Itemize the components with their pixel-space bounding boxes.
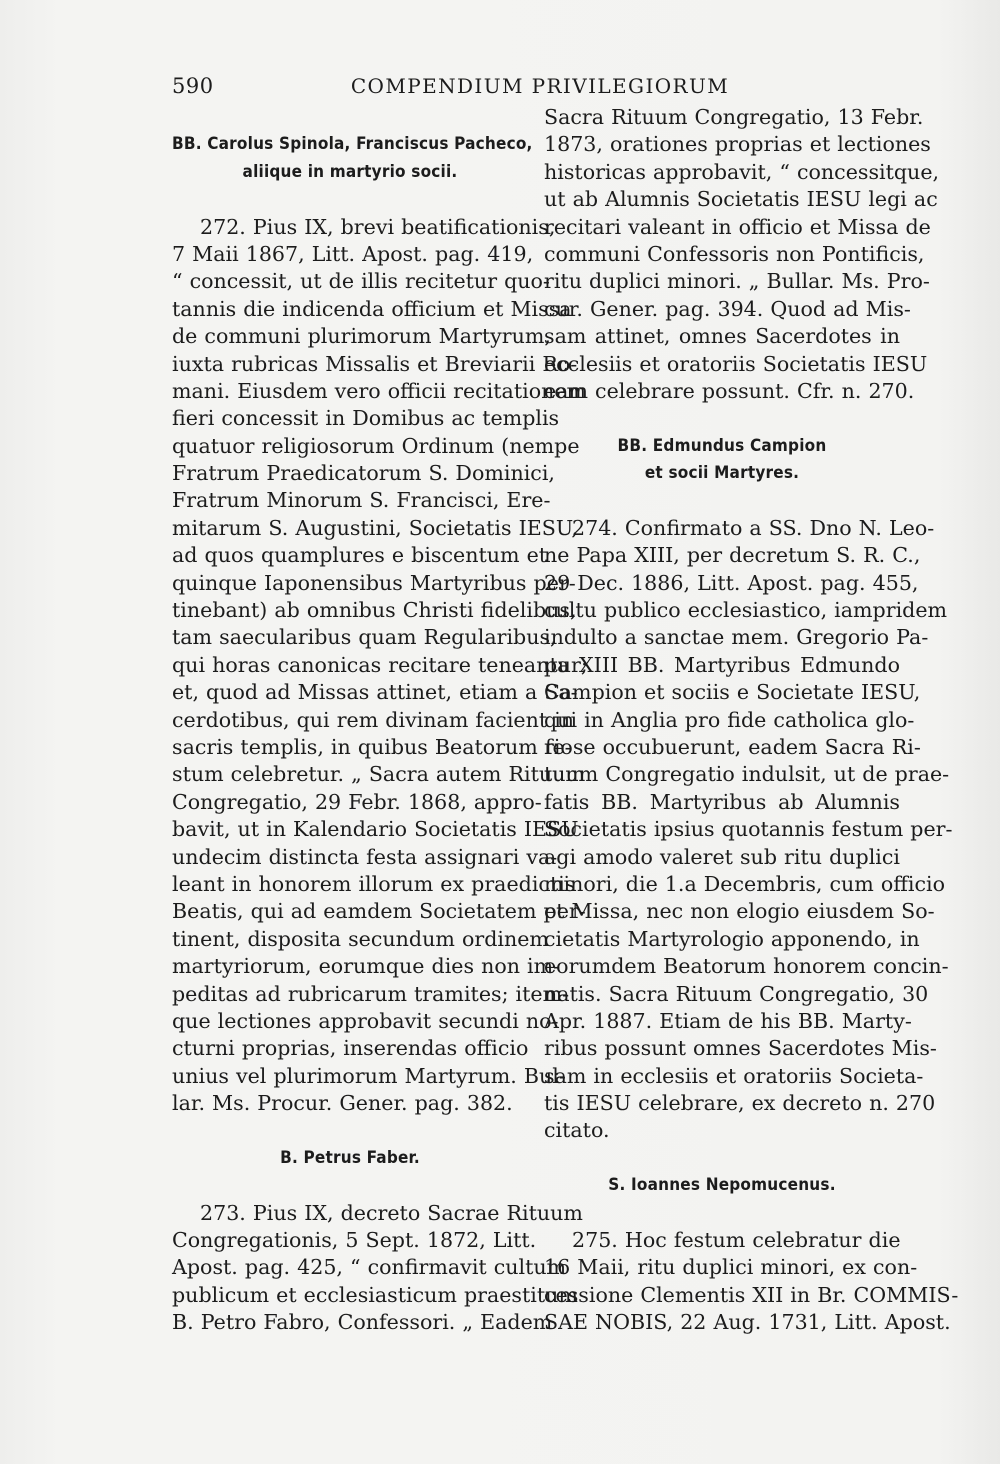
page-header — [172, 74, 908, 104]
text-line: ne Papa XIII, per decretum S. R. C., — [544, 543, 921, 568]
running-title: COMPENDIUM PRIVILEGIORUM — [350, 74, 730, 98]
text-line: 275. Hoc festum celebratur die — [572, 1228, 901, 1253]
text-line: ribus possunt omnes Sacerdotes Mis- — [544, 1036, 937, 1061]
text-line: stum celebretur. „ Sacra autem Rituum — [172, 762, 585, 787]
text-line: ecclesiis et oratoriis Societatis IESU — [544, 351, 928, 376]
text-line: indulto a sanctae mem. Gregorio Pa- — [544, 625, 929, 650]
text-line: Apr. 1887. Etiam de his BB. Marty- — [544, 1008, 912, 1033]
section-heading: BB. Edmundus Campion — [617, 435, 827, 456]
text-line: SAE NOBIS, 22 Aug. 1731, Litt. Apost. — [544, 1310, 951, 1335]
text-line: Congregationis, 5 Sept. 1872, Litt. — [172, 1228, 537, 1253]
section-heading: aliique in martyrio socii. — [242, 161, 458, 182]
text-line: 7 Maii 1867, Litt. Apost. pag. 419, — [172, 241, 534, 266]
text-line: natis. Sacra Rituum Congregatio, 30 — [544, 981, 929, 1006]
paragraph-274 — [544, 515, 953, 1145]
text-line: sam in ecclesiis et oratoriis Societa- — [544, 1063, 924, 1088]
text-line: tannis die indicenda officium et Missa — [172, 296, 572, 321]
text-line: minori, die 1.a Decembris, cum officio — [544, 871, 946, 896]
text-line: ut ab Alumnis Societatis IESU legi ac — [544, 187, 938, 212]
text-line: quatuor religiosorum Ordinum (nempe — [172, 433, 580, 458]
text-line: agi amodo valeret sub ritu duplici — [544, 844, 900, 869]
text-line: qui horas canonicas recitare teneantur; — [172, 652, 588, 677]
text-line: cerdotibus, qui rem divinam facient in — [172, 707, 575, 732]
text-line: 29 Dec. 1886, Litt. Apost. pag. 455, — [544, 570, 919, 595]
text-line: martyriorum, eorumque dies non im- — [172, 954, 561, 979]
text-line: lar. Ms. Procur. Gener. pag. 382. — [172, 1091, 513, 1116]
text-line: et, quod ad Missas attinet, etiam a Sa- — [172, 680, 578, 705]
text-line: 16 Maii, ritu duplici minori, ex con- — [544, 1255, 918, 1280]
text-line: 274. Confirmato a SS. Dno N. Leo- — [572, 515, 935, 540]
text-line: Campion et sociis e Societate IESU, — [544, 680, 921, 705]
text-line: tinebant) ab omnibus Christi fidelibus, — [172, 598, 577, 623]
text-line: de communi plurimorum Martyrum, — [172, 324, 551, 349]
text-line: cultu publico ecclesiastico, iampridem — [544, 598, 948, 623]
text-line: Fratrum Praedicatorum S. Dominici, — [172, 461, 555, 486]
text-line: publicum et ecclesiasticum praestitum — [172, 1282, 578, 1307]
text-line: recitari valeant in officio et Missa de — [544, 214, 931, 239]
text-line: Beatis, qui ad eamdem Societatem per- — [172, 899, 586, 924]
text-line: leant in honorem illorum ex praedictis — [172, 871, 576, 896]
right-column — [544, 104, 959, 1337]
text-line: cur. Gener. pag. 394. Quod ad Mis- — [544, 296, 911, 321]
section-heading: et socii Martyres. — [644, 463, 800, 484]
text-line: eam celebrare possunt. Cfr. n. 270. — [544, 378, 915, 403]
text-line: cietatis Martyrologio apponendo, in — [544, 926, 920, 951]
text-line: sam attinet, omnes Sacerdotes in — [544, 324, 900, 349]
text-line: 273. Pius IX, decreto Sacrae Rituum — [200, 1200, 583, 1225]
paragraph-275 — [544, 1227, 959, 1337]
text-line: tam saecularibus quam Regularibus, — [172, 625, 557, 650]
text-line: B. Petro Fabro, Confessori. „ Eadem — [172, 1310, 553, 1335]
text-line: fatis BB. Martyribus ab Alumnis — [544, 789, 900, 814]
text-line: tis IESU celebrare, ex decreto n. 270 — [544, 1091, 936, 1116]
text-line: Sacra Rituum Congregatio, 13 Febr. — [544, 105, 924, 129]
text-line: cturni proprias, inserendas officio — [172, 1036, 529, 1061]
text-line: communi Confessoris non Pontificis, — [544, 241, 925, 266]
text-line: peditas ad rubricarum tramites; item- — [172, 981, 570, 1006]
text-line: mani. Eiusdem vero officii recitationem — [172, 378, 587, 403]
page-number: 590 — [172, 74, 214, 98]
text-line: undecim distincta festa assignari va- — [172, 844, 558, 869]
paragraph-273 — [172, 1200, 583, 1337]
text-line: Congregatio, 29 Febr. 1868, appro- — [172, 789, 542, 814]
text-line: bavit, ut in Kalendario Societatis IESU — [172, 817, 579, 842]
text-line: unius vel plurimorum Martyrum. Bul- — [172, 1063, 566, 1088]
text-line: citato. — [544, 1118, 610, 1143]
text-line: ritu duplici minori. „ Bullar. Ms. Pro- — [544, 269, 930, 294]
text-line: que lectiones approbavit secundi no- — [172, 1008, 559, 1033]
text-line: et Missa, nec non elogio eiusdem So- — [544, 899, 935, 924]
text-line: ad quos quamplures e biscentum et — [172, 543, 548, 568]
text-line: sacris templis, in quibus Beatorum fe- — [172, 734, 572, 759]
text-line: riose occubuerunt, eadem Sacra Ri- — [544, 734, 921, 759]
text-line: pa XIII BB. Martyribus Edmundo — [544, 652, 900, 677]
text-line: Fratrum Minorum S. Francisci, Ere- — [172, 488, 551, 513]
text-line: historicas approbavit, “ concessitque, — [544, 159, 940, 184]
text-line: tinent, disposita secundum ordinem — [172, 926, 549, 951]
section-heading: S. Ioannes Nepomucenus. — [608, 1175, 836, 1196]
paragraph-272 — [172, 214, 588, 1118]
text-line: “ concessit, ut de illis recitetur quo- — [172, 269, 550, 294]
text-line: 272. Pius IX, brevi beatificationis, — [200, 214, 556, 239]
text-line: quinque Iaponensibus Martyribus per- — [172, 570, 576, 595]
text-line: Apost. pag. 425, “ confirmavit cultum — [172, 1255, 567, 1280]
section-heading: B. Petrus Faber. — [280, 1147, 420, 1168]
paragraph-273-continued — [544, 104, 940, 405]
text-line: qui in Anglia pro fide catholica glo- — [544, 707, 915, 732]
text-line: Societatis ipsius quotannis festum per- — [544, 817, 953, 842]
text-line: 1873, orationes proprias et lectiones — [544, 132, 931, 157]
text-line: iuxta rubricas Missalis et Breviarii Ro- — [172, 351, 578, 376]
text-line: tuum Congregatio indulsit, ut de prae- — [544, 762, 950, 787]
text-line: fieri concessit in Domibus ac templis — [172, 406, 560, 431]
text-line: mitarum S. Augustini, Societatis IESU, — [172, 515, 578, 540]
text-line: eorumdem Beatorum honorem concin- — [544, 954, 949, 979]
section-heading: BB. Carolus Spinola, Franciscus Pacheco, — [172, 134, 533, 155]
text-line: cessione Clementis XII in Br. COMMIS- — [544, 1282, 959, 1307]
